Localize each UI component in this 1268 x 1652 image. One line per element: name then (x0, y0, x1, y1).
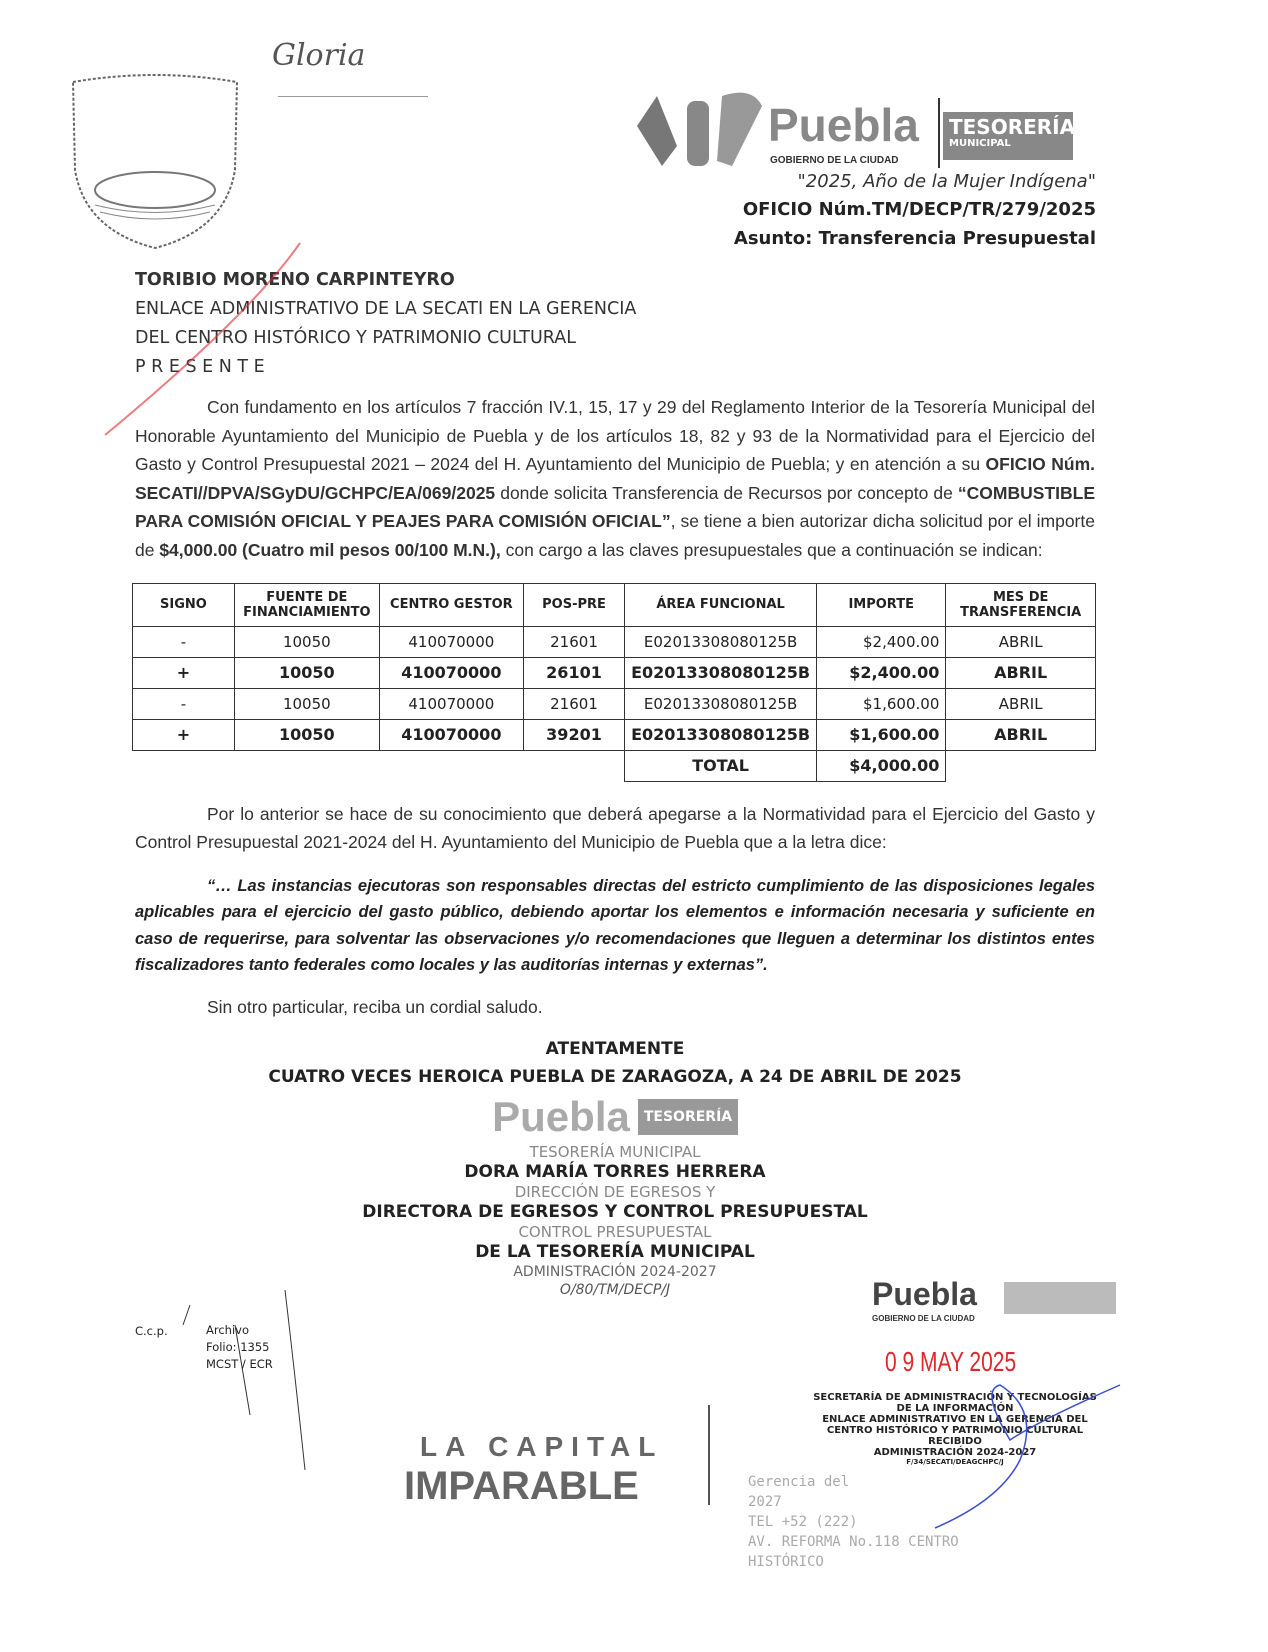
col-header: ÁREA FUNCIONAL (625, 583, 817, 626)
received-stamp-logo: Puebla (872, 1276, 977, 1312)
cell: E02013308080125B (625, 626, 817, 657)
letter-body (135, 393, 1095, 1299)
signer-name: DORA MARÍA TORRES HERRERA (464, 1162, 766, 1183)
total-value: $4,000.00 (817, 750, 946, 781)
cell: ABRIL (946, 688, 1096, 719)
stamp-line: DIRECCIÓN DE EGRESOS Y (514, 1183, 716, 1202)
stamp-line: ADMINISTRACIÓN 2024-2027 (873, 1447, 1037, 1458)
reference-oficio: OFICIO Núm. SECATI//DPVA/SGyDU/GCHPC/EA/069/2025 (135, 454, 1095, 503)
signer-title: DIRECTORA DE EGRESOS Y CONTROL PRESUPUESTAL (362, 1202, 868, 1223)
signer-title: DE LA TESORERÍA MUNICIPAL (475, 1242, 755, 1263)
col-header: SIGNO (133, 583, 235, 626)
col-header: MES DE TRANSFERENCIA (946, 583, 1096, 626)
cell: 21601 (523, 688, 624, 719)
oficio-number: OFICIO Núm.TM/DECP/TR/279/2025 (742, 199, 1096, 220)
stamp-logo: Puebla (492, 1093, 630, 1141)
subject: Asunto: Transferencia Presupuestal (733, 228, 1096, 249)
logo-divider (938, 98, 940, 168)
amount: $4,000.00 (Cuatro mil pesos 00/100 M.N.), (159, 539, 501, 560)
received-date: 0 9 MAY 2025 (885, 1346, 1017, 1377)
col-header: POS-PRE (523, 583, 624, 626)
cell: 10050 (234, 657, 379, 688)
ccp-label: C.c.p. (135, 1324, 168, 1338)
table-row (133, 626, 1096, 657)
municipal-crest-icon (65, 70, 245, 250)
col-header: IMPORTE (817, 583, 946, 626)
cell: 10050 (234, 688, 379, 719)
address-line: AV. REFORMA No.118 CENTRO (748, 1534, 959, 1550)
legal-quote: “… Las instancias ejecutoras son responsables directas del estricto cumplimiento de las disposiciones legales aplicables para el ejercicio del gasto público, debiendo aportar los elementos e información necesaria y suficiente en caso de requerirse, para solventar las observaciones y/o recomendaciones que lleguen a determinar los distintos entes fiscalizadores tanto federales como locales y las auditorías internas y externas”. (135, 876, 1095, 975)
stamp-line: RECIBIDO (928, 1436, 982, 1447)
cell: ABRIL (946, 719, 1096, 750)
text: , se tiene a bien autorizar dicha solicitud por el importe de (135, 511, 1095, 560)
ccp-line: Folio: 1355 (206, 1340, 270, 1354)
recipient-line: P R E S E N T E (135, 357, 265, 377)
closing: Sin otro particular, reciba un cordial saludo. (207, 996, 543, 1017)
recipient-line: DEL CENTRO HISTÓRICO Y PATRIMONIO CULTURAL (135, 328, 576, 348)
cell: ABRIL (946, 657, 1096, 688)
cell: E02013308080125B (625, 657, 817, 688)
ccp-line: Archivo (206, 1323, 249, 1337)
received-logo-sub: GOBIERNO DE LA CIUDAD (872, 1314, 975, 1323)
cell: $2,400.00 (817, 626, 946, 657)
puebla-logo-text: Puebla (768, 99, 919, 151)
tesoreria-label: TESORERÍA (949, 115, 1076, 139)
paragraph-2: Por lo anterior se hace de su conocimiento que deberá apegarse a la Normatividad para el Ejercicio del Gasto y Control Presupuestal 2021-2024 del H. Ayuntamiento del Municipio de Puebla que a la letra dice: (135, 803, 1095, 853)
cell: ABRIL (946, 626, 1096, 657)
stamp-line: CENTRO HISTÓRICO Y PATRIMONIO CULTURAL (826, 1425, 1084, 1436)
footer-divider (708, 1405, 710, 1505)
recipient-name: TORIBIO MORENO CARPINTEYRO (135, 270, 455, 290)
total-label: TOTAL (625, 750, 817, 781)
cell: $1,600.00 (817, 688, 946, 719)
text: donde solicita Transferencia de Recursos por concepto de (495, 482, 958, 503)
cell: 10050 (234, 626, 379, 657)
table-header-row (133, 583, 1096, 626)
stamp-line: CONTROL PRESUPUESTAL (518, 1223, 712, 1242)
stamp-line: F/34/SECATI/DEAGCHPC/J (906, 1458, 1004, 1466)
cell: 39201 (523, 719, 624, 750)
address-line: HISTÓRICO (748, 1554, 824, 1570)
col-header: CENTRO GESTOR (379, 583, 523, 626)
empty-cell (133, 750, 625, 781)
year-motto: "2025, Año de la Mujer Indígena" (797, 171, 1096, 192)
atentamente: ATENTAMENTE (545, 1039, 685, 1060)
stamp-logo-row (135, 1091, 1095, 1143)
cell: $2,400.00 (817, 657, 946, 688)
stamp-line: TESORERÍA MUNICIPAL (529, 1143, 701, 1162)
col-header: FUENTE DE FINANCIAMIENTO (234, 583, 379, 626)
stamp-line: ENLACE ADMINISTRATIVO EN LA GERENCIA DEL (822, 1414, 1088, 1425)
cell: 410070000 (379, 719, 523, 750)
stamp-line: DE LA INFORMACIÓN (896, 1403, 1014, 1414)
stamp-line: O/80/TM/DECP/J (559, 1282, 671, 1299)
cell: 10050 (234, 719, 379, 750)
handwritten-note: Gloria (272, 38, 366, 73)
ccp-line: MCST / ECR (206, 1357, 273, 1371)
cell: - (133, 688, 235, 719)
cell: $1,600.00 (817, 719, 946, 750)
empty-cell (946, 750, 1096, 781)
cell: 26101 (523, 657, 624, 688)
slogan-line2: IMPARABLE (404, 1464, 639, 1508)
stamp-tesoreria-badge: TESORERÍA (638, 1099, 738, 1135)
signature-block (135, 1035, 1095, 1299)
municipal-label: MUNICIPAL (949, 138, 1011, 149)
cell: 410070000 (379, 688, 523, 719)
address-line: TEL +52 (222) (748, 1514, 858, 1530)
logo-subtitle: GOBIERNO DE LA CIUDAD (770, 155, 899, 166)
table-row (133, 719, 1096, 750)
recipient-line: ENLACE ADMINISTRATIVO DE LA SECATI EN LA GERENCIA (135, 299, 637, 319)
main-paragraph (135, 393, 1095, 565)
received-stamp-badge (1004, 1282, 1116, 1314)
table-row (133, 688, 1096, 719)
text: Con fundamento en los artículos 7 fracción IV.1, 15, 17 y 29 del Reglamento Interior de la Tesorería Municipal del Honorable Ayuntamiento del Municipio de Puebla y de los artículos 18, 82 y 93 de la Normatividad para el Ejercicio del Gasto y Control Presupuestal 2021 – 2024 del H. Ayuntamiento del Municipio de Puebla; y en atención a su (135, 397, 1095, 475)
address-line: 2027 (748, 1494, 782, 1510)
cell: 21601 (523, 626, 624, 657)
cell: + (133, 719, 235, 750)
text: con cargo a las claves presupuestales que a continuación se indican: (500, 539, 1043, 560)
tesoreria-badge (943, 112, 1076, 160)
blue-signature (920, 1380, 1130, 1530)
slogan-line1: LA CAPITAL (420, 1431, 664, 1462)
handwritten-line (278, 96, 428, 97)
budget-table (132, 583, 1096, 782)
stamp-line: ADMINISTRACIÓN 2024-2027 (513, 1264, 717, 1281)
cell: + (133, 657, 235, 688)
concept: “COMBUSTIBLE PARA COMISIÓN OFICIAL Y PEAJES PARA COMISIÓN OFICIAL” (135, 482, 1095, 532)
stamp-line: SECRETARÍA DE ADMINISTRACIÓN Y TECNOLOGÍAS (813, 1392, 1097, 1403)
cell: 410070000 (379, 657, 523, 688)
table-row (133, 657, 1096, 688)
address-line: Gerencia del (748, 1474, 850, 1490)
place-date: CUATRO VECES HEROICA PUEBLA DE ZARAGOZA, A 24 DE ABRIL DE 2025 (268, 1067, 962, 1088)
cell: E02013308080125B (625, 688, 817, 719)
cell: E02013308080125B (625, 719, 817, 750)
cell: - (133, 626, 235, 657)
total-row (133, 750, 1096, 781)
puebla-emblem-icon (632, 86, 767, 171)
cell: 410070000 (379, 626, 523, 657)
handwritten-initials (175, 1285, 315, 1475)
